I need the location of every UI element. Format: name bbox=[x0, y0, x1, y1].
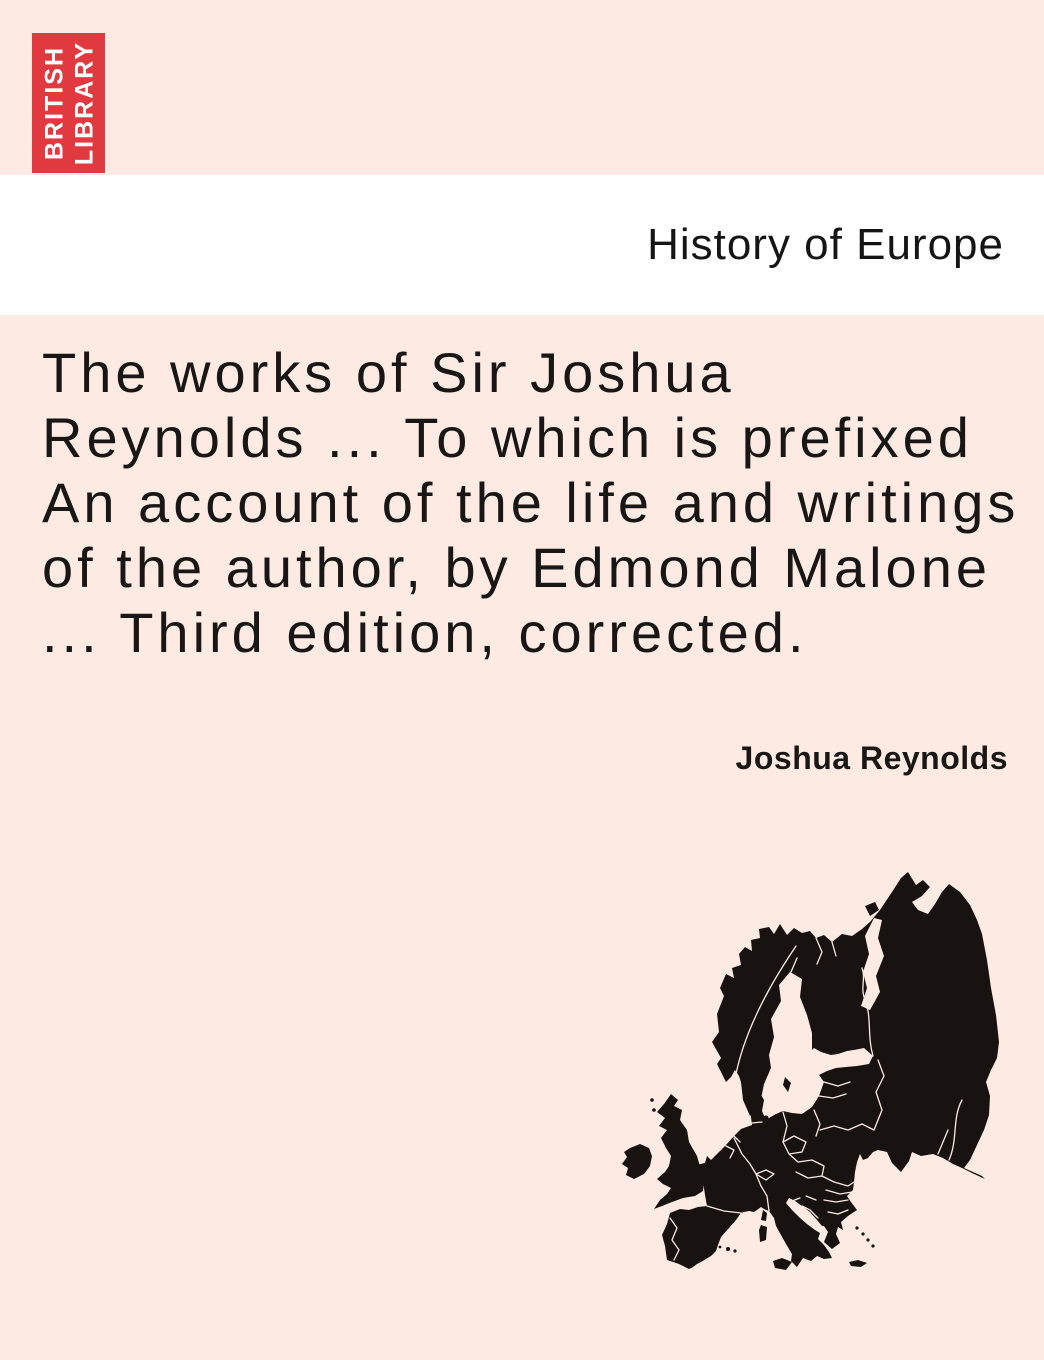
british-library-logo-text bbox=[32, 33, 105, 173]
europe-map-silhouette bbox=[570, 830, 1044, 1280]
category-title: History of Europe bbox=[647, 220, 1004, 269]
title-line: Reynolds ... To which is prefixed bbox=[42, 406, 973, 469]
author-name: Joshua Reynolds bbox=[735, 740, 1008, 776]
title-line: An account of the life and writings bbox=[42, 471, 1020, 534]
title-line: ... Third edition, corrected. bbox=[42, 601, 808, 664]
book-title bbox=[42, 340, 1019, 665]
title-line: The works of Sir Joshua bbox=[42, 341, 735, 404]
title-line: of the author, by Edmond Malone bbox=[42, 536, 991, 599]
british-library-logo bbox=[32, 33, 105, 173]
category-banner bbox=[0, 175, 1044, 315]
logo-word-british: BRITISH bbox=[39, 46, 68, 160]
logo-word-library: LIBRARY bbox=[69, 40, 98, 166]
